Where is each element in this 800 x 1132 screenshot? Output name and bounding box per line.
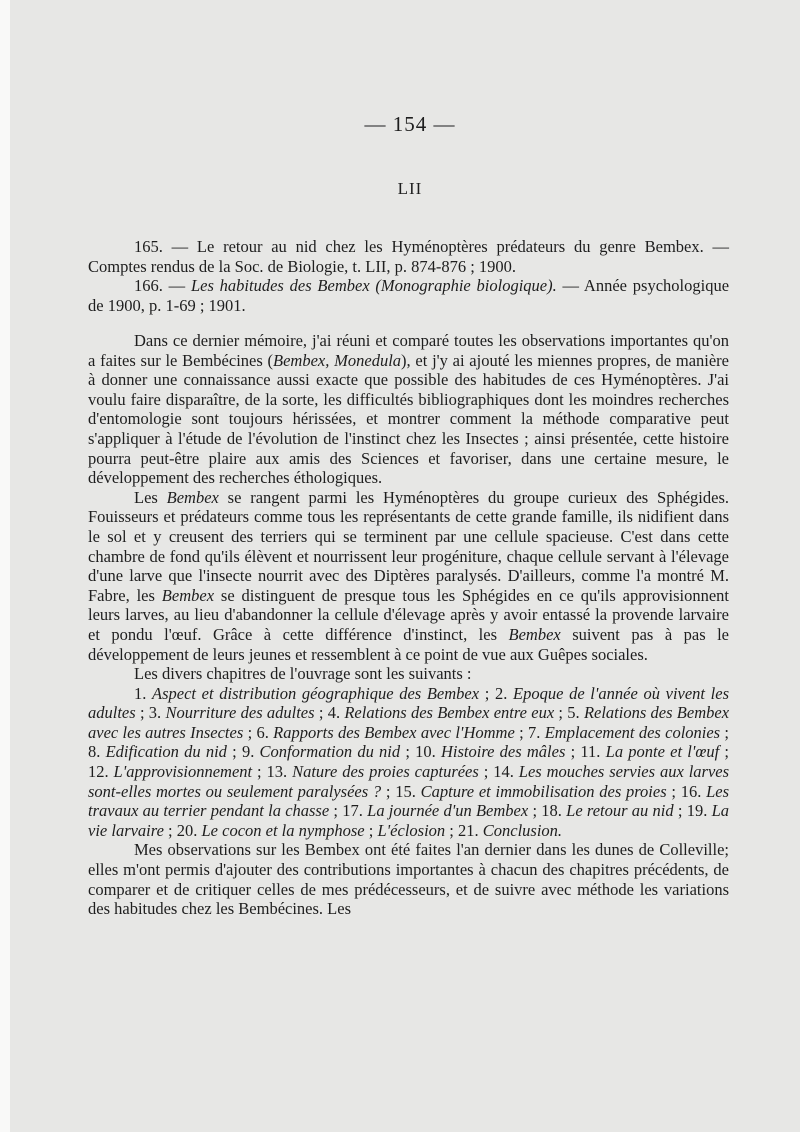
reference-166 [88,276,729,315]
chapter-number: 17. [342,801,368,821]
chapter-title: Aspect et distribution géographique des Bembex [152,683,480,703]
chapter-number: 5. [567,703,584,723]
chapter-number: 16. [680,781,707,801]
chapter-title: Conformation du nid [259,742,401,762]
chapter-item [580,742,719,761]
chapter-title: Nourriture des adultes [165,703,315,723]
chapter-number: 13. [266,762,293,782]
reference-title: Les habitudes des Bembex (Monographie biologique). [190,276,557,296]
chapter-number: 21. [458,820,483,840]
references [88,237,729,315]
chapter-title: Histoire des mâles [441,742,566,762]
chapter-title: La ponte et l'œuf [605,742,720,762]
chapter-item [242,742,400,761]
chapter-number: 18. [541,801,567,821]
chapter-number: 10. [415,742,441,762]
chapter-title: L'approvisionnement [113,762,253,782]
chapter-title: Rapports des Bembex avec l'Homme [273,722,515,742]
italic-run: Bembex [508,624,561,644]
text-run: ), et j'y ai ajouté les miennes propres, de manière à donner une connaissance aussi exacte que possible des habitudes de ces Hyménoptères. J'ai voulu faire disparaître, de la sorte, les difficultés bibliographiques dont les moindres recherches d'entomologie sont toujours hérissées, et montrer comment la méthode comparative peut s'appliquer à l'étude de l'évolution de l'instinct chez les Insectes ; ainsi présentée, cette histoire pourra peut-être plaire aux amis des Sciences et favoriser, dans une certaine mesure, le développement des recherches éthologiques. [88,350,729,488]
chapter-number: 4. [327,703,345,723]
chapter-title: La journée d'un Bembex [367,801,529,821]
chapter-number: 15. [395,781,421,801]
text-run: suivent pas à pas le développement de leurs jeunes et ressemblent à ce point de vue aux Guêpes sociales. [88,624,730,664]
chapter-number: 1. [134,683,153,703]
paragraph-5: Mes observations sur les Bembex ont été faites l'an dernier dans les dunes de Colleville; elles m'ont permis d'ajouter des contributions importantes à chacun des chapitres précédents, de comparer et de critiquer celles de mes prédécesseurs, et de suivre avec méthode les variations des habitudes chez les Bembécines. Les [88,840,729,919]
text-run: Les [134,487,167,507]
chapter-title: Le cocon et la nymphose [201,820,365,840]
italic-run: Bembex [166,487,219,507]
body-text [88,331,729,919]
chapter-number: 6. [256,722,274,742]
chapter-item [541,801,673,820]
reference-text: — Année psychologique de 1900, p. 1-69 ; 1901. [88,276,730,315]
chapter-number: 7. [528,722,545,742]
chapter-number: 2. [494,683,514,703]
paragraph-3: Les divers chapitres de l'ouvrage sont les suivants : [134,664,472,684]
text-run: Dans ce dernier mémoire, j'ai réuni et comparé toutes les observations importantes qu'on a faites sur le Bembécines ( [88,331,729,370]
chapter-number: 19. [686,801,712,821]
chapter-title: Relations des Bembex avec les autres Insectes [88,703,730,742]
chapter-item [377,821,445,840]
text-run: se distinguent de presque tous les Sphégides en ce qu'ils approvisionnent leurs larves, au lieu d'abandonner la cellule d'élevage après y avoir entassé la provende larvaire et pondu l'œuf. Grâce à cette différence d'instinct, les [88,585,729,644]
chapter-item [328,703,554,722]
chapter-number: 20. [176,820,202,840]
chapter-number: 3. [148,703,166,723]
page-number: — 154 — [364,112,456,136]
chapter-title: Nature des proies capturées [292,762,479,782]
chapter-number: 8. [88,742,106,762]
chapter-item [528,723,720,742]
reference-165 [88,237,729,276]
chapter-number: 11. [580,742,606,762]
reference-text: — Le retour au nid chez les Hyménoptères prédateurs du genre Bembex. — Comptes rendus de la Soc. de Biologie, t. LII, p. 874-876 ; 1900. [88,237,729,276]
paragraph-1 [88,331,729,488]
chapter-item [342,801,528,820]
chapter-title: Relations des Bembex entre eux [344,703,555,723]
chapter-title: Le retour au nid [566,801,674,821]
reference-dash: — [168,276,186,296]
chapter-title: L'éclosion [377,820,446,840]
section-title: LII [397,179,423,198]
chapter-item [415,742,565,761]
chapter-item [88,742,227,761]
chapter-title: Capture et immobilisation des proies [420,781,667,801]
paragraph-2 [88,488,729,664]
chapter-item [149,703,315,722]
chapter-item [256,723,514,742]
italic-run: Bembex, Monedula [273,350,402,370]
chapter-item [177,821,365,840]
chapter-item [134,684,479,703]
chapter-item [395,782,666,801]
chapter-title: Emplacement des colonies [544,722,721,742]
italic-run: Bembex [161,585,215,605]
chapter-title: Les mouches servies aux larves sont-elles mortes ou seulement paralysées ? [88,762,730,801]
chapter-item [267,762,479,781]
chapter-item [458,821,562,840]
chapter-number: 9. [241,742,260,762]
text-run: se rangent parmi les Hyménoptères du groupe curieux des Sphégides. Fouisseurs et prédateurs comme tous les représentants de cette grande famille, ils nidifient dans le sol et y creusent des terriers qui se terminent par une cellule spacieuse. C'est dans cette chambre de fond qu'ils élèvent et nourrissent leur progéniture, chaque cellule servant à l'élevage d'une larve que l'insecte nourrit avec des Diptères paralysés. D'ailleurs, comme l'a montré M. Fabre, les [88,487,729,605]
chapter-title: Les travaux au terrier pendant la chasse [88,781,729,821]
reference-number: 166. [134,276,163,296]
chapter-title: Epoque de l'année où vivent les adultes [88,683,729,723]
chapter-item [88,762,252,781]
chapter-title: Conclusion. [482,820,563,840]
chapter-number: 12. [88,762,114,782]
chapter-title: Edification du nid [105,742,227,762]
chapter-list: 1. Aspect et distribution géographique des Bembex ; 2. Epoque de l'année où vivent les adultes ; 3. Nourriture des adultes ; 4. Relations des Bembex entre eux ; 5. Relations des Bembex avec les autres Insectes ; 6. Rapports des Bembex avec l'Homme ; 7. Emplacement des colonies ; 8. Edification du nid ; 9. Conformation du nid ; 10. Histoire des mâles ; 11. La ponte et l'œuf ; 12. L'approvisionnement ; 13. Nature des proies capturées ; 14. Les mouches servies aux larves sont-elles mortes ou seulement paralysées ? ; 15. Capture et immobilisation des proies ; 16. Les travaux au terrier pendant la chasse ; 17. La journée d'un Bembex ; 18. Le retour au nid ; 19. La vie larvaire ; 20. Le cocon et la nymphose ; L'éclosion ; 21. Conclusion. [88,683,730,840]
chapter-title: La vie larvaire [88,801,730,840]
reference-number: 165. [134,237,163,256]
chapter-number: 14. [493,762,519,782]
